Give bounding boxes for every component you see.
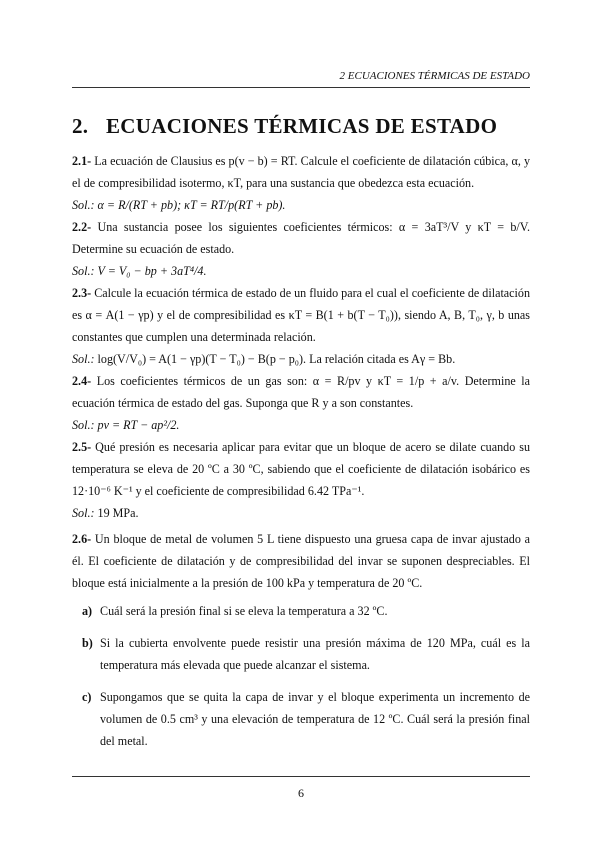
subquestion-c: [72, 686, 530, 752]
solution-2-1: [72, 194, 530, 216]
problem-number: 2.5-: [72, 440, 92, 454]
subquestion-label: b): [82, 636, 93, 650]
problem-statement: Los coeficientes térmicos de un gas son: α = R/pv y κT = 1/p + a/v. Determine la ecuación térmica de estado del gas. Suponga que R y a son constantes.: [72, 374, 530, 410]
subquestion-text: Si la cubierta envolvente puede resistir una presión máxima de 120 MPa, cuál es la temperatura más elevada que puede alcanzar el sistema.: [100, 636, 530, 672]
chapter-title: [72, 114, 497, 139]
problem-statement: La ecuación de Clausius es p(v − b) = RT. Calcule el coeficiente de dilatación cúbica, α, y el de compresibilidad isotermo, κT, para una sustancia que obedezca esta ecuación.: [72, 154, 530, 190]
subquestion-label: c): [82, 690, 92, 704]
solution-text: V = V₀ − bp + 3aT⁴/4.: [94, 264, 207, 278]
problem-statement: Qué presión es necesaria aplicar para evitar que un bloque de acero se dilate cuando su temperatura se eleva de 20 ºC a 30 ºC, sabiendo que el coeficiente de dilatación isobárico es 12·10⁻⁶ K⁻¹ y el coeficiente de compresibilidad 6.42 TPa⁻¹.: [72, 440, 530, 498]
subquestion-a: [72, 600, 530, 622]
page-number: 6: [298, 786, 304, 800]
solution-2-2: [72, 260, 530, 282]
solution-text: log(V/V₀) = A(1 − γp)(T − T₀) − B(p − p₀). La relación citada es Aγ = Bb.: [94, 352, 456, 366]
solution-text: α = R/(RT + pb); κT = RT/p(RT + pb).: [94, 198, 286, 212]
problem-2-2: [72, 216, 530, 260]
problem-number: 2.2-: [72, 220, 92, 234]
solution-label: Sol.:: [72, 264, 95, 278]
solution-label: Sol.:: [72, 418, 95, 432]
problem-statement: Calcule la ecuación térmica de estado de un fluido para el cual el coeficiente de dilatación es α = A(1 − γp) y el de compresibilidad es κT = B(1 + b(T − T₀)), siendo A, B, T₀, γ, b unas constantes que cumplen una determinada relación.: [72, 286, 530, 344]
solution-label: Sol.:: [72, 198, 95, 212]
subquestion-text: Supongamos que se quita la capa de invar y el bloque experimenta un incremento de volumen de 0.5 cm³ y una elevación de temperatura de 12 ºC. Cuál será la presión final del metal.: [100, 690, 530, 748]
subquestion-b: [72, 632, 530, 676]
chapter-number: 2.: [72, 114, 89, 138]
solution-2-4: [72, 414, 530, 436]
problem-number: 2.4-: [72, 374, 92, 388]
problem-2-6: [72, 528, 530, 594]
problem-2-1: [72, 150, 530, 194]
solution-text: 19 MPa.: [94, 506, 139, 520]
solution-2-3: [72, 348, 530, 370]
subquestion-text: Cuál será la presión final si se eleva la temperatura a 32 ºC.: [100, 604, 388, 618]
subquestion-list: [72, 600, 530, 752]
header-rule: [72, 87, 530, 88]
problem-statement: Una sustancia posee los siguientes coeficientes térmicos: α = 3aT³/V y κT = b/V. Determine su ecuación de estado.: [72, 220, 530, 256]
running-header: 2 ECUACIONES TÉRMICAS DE ESTADO: [339, 70, 530, 82]
problem-2-3: [72, 282, 530, 348]
subquestion-label: a): [82, 604, 93, 618]
footer-rule: [72, 776, 530, 777]
solution-label: Sol.:: [72, 506, 95, 520]
chapter-title-text: ECUACIONES TÉRMICAS DE ESTADO: [106, 114, 498, 138]
problem-list: [72, 150, 530, 762]
solution-2-5: [72, 502, 530, 524]
problem-number: 2.1-: [72, 154, 92, 168]
problem-number: 2.6-: [72, 532, 92, 546]
problem-number: 2.3-: [72, 286, 92, 300]
problem-statement: Un bloque de metal de volumen 5 L tiene dispuesto una gruesa capa de invar ajustado a él. El coeficiente de dilatación y de compresibilidad del invar se suponen despreciables. El bloque está inicialmente a la presión de 100 kPa y temperatura de 20 ºC.: [72, 532, 530, 590]
solution-label: Sol.:: [72, 352, 95, 366]
problem-2-4: [72, 370, 530, 414]
solution-text: pv = RT − ap²/2.: [94, 418, 180, 432]
problem-2-5: [72, 436, 530, 502]
